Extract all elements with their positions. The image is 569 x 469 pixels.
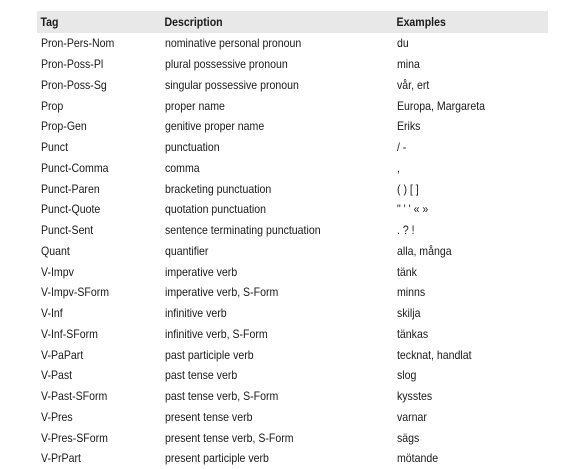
table-row bbox=[37, 386, 548, 407]
cell-examples-text: / - bbox=[397, 140, 407, 155]
cell-description bbox=[161, 427, 393, 448]
cell-tag-text: V-Past-SForm bbox=[41, 389, 108, 404]
cell-examples-text: sägs bbox=[397, 430, 420, 445]
table-row bbox=[37, 220, 548, 241]
table-row bbox=[37, 199, 548, 220]
header-tag: Tag bbox=[40, 15, 59, 29]
cell-examples bbox=[393, 75, 548, 96]
cell-examples bbox=[393, 158, 548, 179]
cell-tag bbox=[37, 116, 161, 137]
cell-description-text: quantifier bbox=[165, 243, 209, 258]
cell-tag-text: Pron-Pers-Nom bbox=[41, 36, 115, 51]
pos-tag-table bbox=[37, 11, 548, 469]
cell-examples bbox=[393, 324, 548, 345]
cell-description bbox=[161, 178, 393, 199]
cell-description-text: past participle verb bbox=[165, 347, 254, 362]
cell-description bbox=[161, 303, 393, 324]
table-row bbox=[37, 178, 548, 199]
cell-examples bbox=[393, 365, 548, 386]
cell-tag bbox=[37, 241, 161, 262]
cell-description-text: present tense verb bbox=[165, 409, 253, 424]
cell-examples-text: skilja bbox=[397, 306, 421, 321]
cell-examples-text: . ? ! bbox=[397, 223, 415, 238]
cell-tag bbox=[37, 178, 161, 199]
table-row bbox=[37, 158, 548, 179]
table-row bbox=[37, 407, 548, 428]
cell-tag-text: V-Pres-SForm bbox=[41, 430, 108, 445]
cell-examples-text: " ' ' « » bbox=[397, 202, 429, 217]
cell-description bbox=[161, 386, 393, 407]
cell-tag-text: V-Inf-SForm bbox=[41, 326, 98, 341]
cell-description bbox=[161, 241, 393, 262]
cell-tag bbox=[37, 220, 161, 241]
cell-description-text: past tense verb bbox=[165, 368, 238, 383]
cell-examples-text: du bbox=[397, 36, 409, 51]
cell-tag bbox=[37, 386, 161, 407]
cell-tag-text: Punct-Paren bbox=[41, 181, 100, 196]
cell-tag bbox=[37, 303, 161, 324]
cell-tag bbox=[37, 199, 161, 220]
cell-tag-text: Prop bbox=[41, 98, 64, 113]
cell-description bbox=[161, 75, 393, 96]
cell-tag-text: Quant bbox=[41, 243, 70, 258]
table-row bbox=[37, 137, 548, 158]
cell-description-text: sentence terminating punctuation bbox=[165, 223, 321, 238]
cell-description-text: imperative verb, S-Form bbox=[165, 285, 279, 300]
cell-description-text: infinitive verb, S-Form bbox=[165, 326, 268, 341]
table-row bbox=[37, 448, 548, 469]
cell-tag bbox=[37, 407, 161, 428]
cell-description-text: imperative verb bbox=[165, 264, 238, 279]
cell-examples bbox=[393, 303, 548, 324]
cell-examples-text: vår, ert bbox=[397, 77, 430, 92]
cell-description-text: bracketing punctuation bbox=[165, 181, 272, 196]
cell-examples bbox=[393, 386, 548, 407]
cell-description-text: present participle verb bbox=[165, 451, 269, 466]
table-row bbox=[37, 95, 548, 116]
cell-description-text: present tense verb, S-Form bbox=[165, 430, 294, 445]
cell-description bbox=[161, 220, 393, 241]
table-header bbox=[37, 11, 548, 33]
cell-examples-text: Eriks bbox=[397, 119, 421, 134]
cell-tag-text: Punct-Comma bbox=[41, 160, 109, 175]
cell-description bbox=[161, 448, 393, 469]
cell-examples bbox=[393, 407, 548, 428]
table-row bbox=[37, 241, 548, 262]
cell-description-text: genitive proper name bbox=[165, 119, 265, 134]
table-row bbox=[37, 282, 548, 303]
table-row bbox=[37, 365, 548, 386]
cell-tag bbox=[37, 261, 161, 282]
cell-description bbox=[161, 344, 393, 365]
cell-description bbox=[161, 33, 393, 54]
cell-description-text: infinitive verb bbox=[165, 306, 227, 321]
cell-examples bbox=[393, 95, 548, 116]
cell-description bbox=[161, 116, 393, 137]
cell-examples-text: mötande bbox=[397, 451, 439, 466]
cell-examples bbox=[393, 344, 548, 365]
cell-examples bbox=[393, 282, 548, 303]
cell-description-text: plural possessive pronoun bbox=[165, 57, 288, 72]
cell-tag bbox=[37, 137, 161, 158]
cell-examples bbox=[393, 178, 548, 199]
cell-examples bbox=[393, 220, 548, 241]
cell-tag bbox=[37, 75, 161, 96]
table-row bbox=[37, 54, 548, 75]
cell-examples-text: kysstes bbox=[397, 389, 433, 404]
cell-examples bbox=[393, 137, 548, 158]
cell-description bbox=[161, 95, 393, 116]
cell-description bbox=[161, 407, 393, 428]
cell-description bbox=[161, 137, 393, 158]
cell-description-text: punctuation bbox=[165, 140, 220, 155]
cell-examples-text: tänk bbox=[397, 264, 417, 279]
cell-examples bbox=[393, 116, 548, 137]
cell-examples bbox=[393, 54, 548, 75]
header-row bbox=[37, 11, 548, 33]
cell-tag-text: V-Impv bbox=[41, 264, 74, 279]
table-body bbox=[37, 33, 548, 469]
cell-description bbox=[161, 158, 393, 179]
cell-description bbox=[161, 324, 393, 345]
cell-tag bbox=[37, 282, 161, 303]
cell-examples-text: alla, många bbox=[397, 243, 452, 258]
cell-tag-text: V-Pres bbox=[41, 409, 73, 424]
cell-examples-text: ( ) [ ] bbox=[397, 181, 419, 196]
table-row bbox=[37, 75, 548, 96]
cell-tag bbox=[37, 158, 161, 179]
cell-examples-text: tecknat, handlat bbox=[397, 347, 472, 362]
table-row bbox=[37, 116, 548, 137]
cell-description bbox=[161, 199, 393, 220]
cell-examples bbox=[393, 261, 548, 282]
table-row bbox=[37, 344, 548, 365]
table-row bbox=[37, 261, 548, 282]
header-examples: Examples bbox=[396, 15, 446, 29]
table-row bbox=[37, 33, 548, 54]
table-row bbox=[37, 303, 548, 324]
cell-tag bbox=[37, 448, 161, 469]
cell-tag bbox=[37, 95, 161, 116]
cell-examples-text: mina bbox=[397, 57, 420, 72]
cell-tag-text: V-PaPart bbox=[41, 347, 84, 362]
table-row bbox=[37, 324, 548, 345]
cell-description-text: past tense verb, S-Form bbox=[165, 389, 279, 404]
cell-tag-text: V-Inf bbox=[41, 306, 63, 321]
cell-examples-text: slog bbox=[397, 368, 417, 383]
cell-tag-text: V-Impv-SForm bbox=[41, 285, 110, 300]
cell-tag-text: Punct bbox=[41, 140, 69, 155]
cell-tag-text: Punct-Quote bbox=[41, 202, 101, 217]
cell-description bbox=[161, 365, 393, 386]
cell-tag-text: Pron-Poss-Pl bbox=[41, 57, 104, 72]
cell-examples bbox=[393, 427, 548, 448]
cell-tag bbox=[37, 365, 161, 386]
table-row bbox=[37, 427, 548, 448]
cell-description-text: quotation punctuation bbox=[165, 202, 266, 217]
cell-examples bbox=[393, 199, 548, 220]
cell-tag-text: Pron-Poss-Sg bbox=[41, 77, 107, 92]
cell-tag bbox=[37, 427, 161, 448]
cell-tag-text: Prop-Gen bbox=[41, 119, 87, 134]
cell-examples bbox=[393, 33, 548, 54]
cell-description bbox=[161, 54, 393, 75]
cell-examples-text: tänkas bbox=[397, 326, 429, 341]
cell-tag bbox=[37, 324, 161, 345]
cell-tag bbox=[37, 54, 161, 75]
header-description: Description bbox=[164, 15, 223, 29]
cell-examples bbox=[393, 448, 548, 469]
cell-description bbox=[161, 282, 393, 303]
cell-tag bbox=[37, 344, 161, 365]
cell-tag bbox=[37, 33, 161, 54]
cell-description-text: comma bbox=[165, 160, 200, 175]
cell-examples bbox=[393, 241, 548, 262]
cell-tag-text: V-Past bbox=[41, 368, 73, 383]
cell-examples-text: Europa, Margareta bbox=[397, 98, 486, 113]
cell-tag-text: V-PrPart bbox=[41, 451, 81, 466]
cell-description bbox=[161, 261, 393, 282]
cell-description-text: proper name bbox=[165, 98, 225, 113]
cell-examples-text: , bbox=[397, 160, 400, 175]
cell-description-text: singular possessive pronoun bbox=[165, 77, 299, 92]
cell-examples-text: minns bbox=[397, 285, 426, 300]
cell-tag-text: Punct-Sent bbox=[41, 223, 94, 238]
cell-examples-text: varnar bbox=[397, 409, 427, 424]
cell-description-text: nominative personal pronoun bbox=[165, 36, 302, 51]
